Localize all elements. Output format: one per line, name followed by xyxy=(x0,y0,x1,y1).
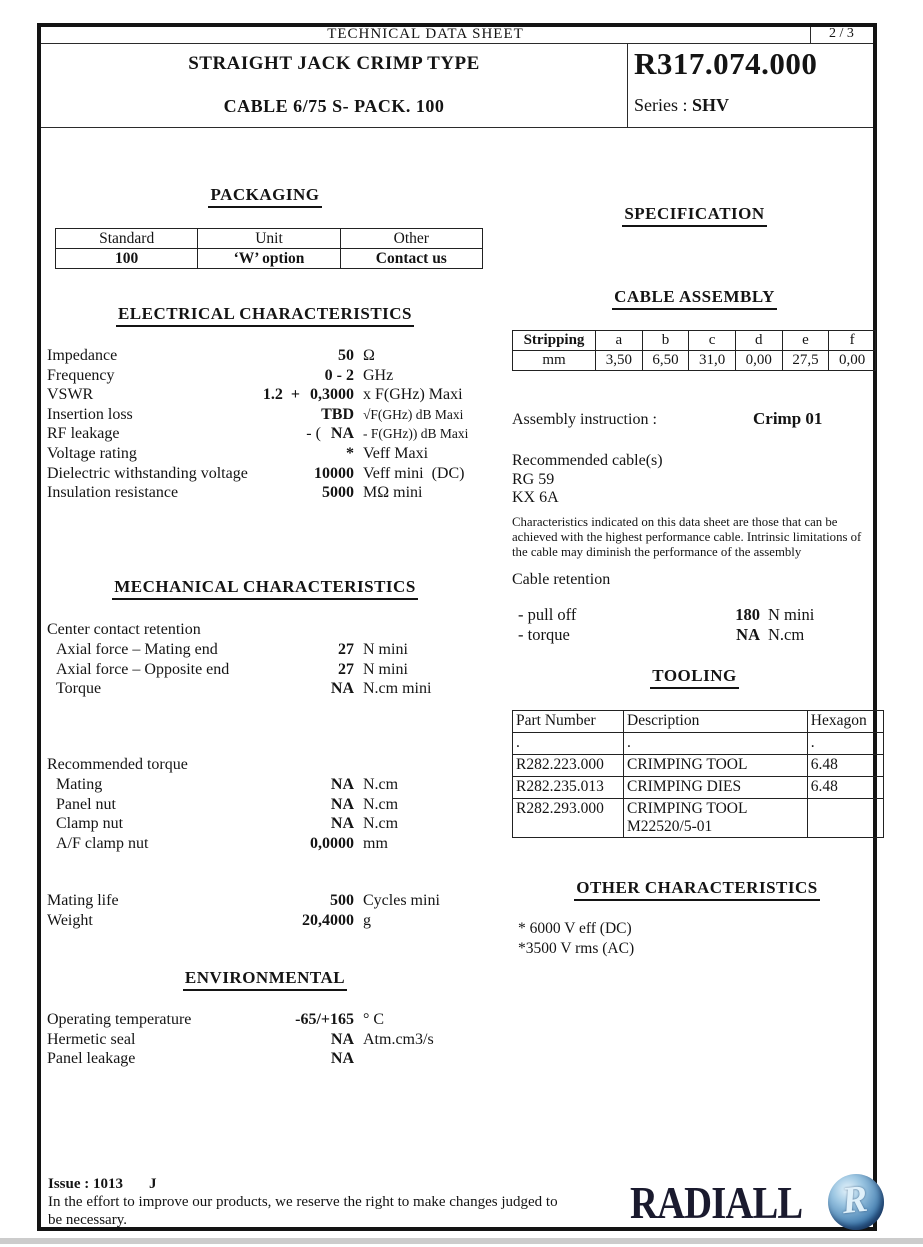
characteristic-row: Axial force – Opposite end 27 N mini xyxy=(56,660,408,678)
table-cell: Description xyxy=(624,711,808,733)
table-cell: f xyxy=(829,331,876,351)
radiall-logo-r: R xyxy=(839,1177,870,1223)
electrical-list xyxy=(47,346,483,503)
table-cell: Other xyxy=(340,229,482,249)
packaging-value-row xyxy=(56,249,483,269)
disclaimer-line1: In the effort to improve our products, we reserve the right to make changes judged to xyxy=(48,1194,558,1210)
characteristic-row: Axial force – Mating end 27 N mini xyxy=(56,641,408,658)
characteristic-row: Frequency 0 - 2 GHz xyxy=(47,366,394,384)
characteristic-row: Mating life 500 Cycles mini xyxy=(47,892,440,909)
table-cell: e xyxy=(782,331,829,351)
header-divider xyxy=(627,43,628,127)
stripping-value-row xyxy=(513,351,876,371)
table-cell: Hexagon xyxy=(807,711,883,733)
characteristic-row: Dielectric withstanding voltage 10000 Veff mini (DC) xyxy=(47,464,465,482)
table-cell: . xyxy=(807,733,883,755)
table-cell: Part Number xyxy=(513,711,624,733)
part-number: R317.074.000 xyxy=(634,46,818,81)
characteristic-row: A/F clamp nut 0,0000 mm xyxy=(56,834,388,852)
table-cell: . xyxy=(513,733,624,755)
characteristic-row: Torque NA N.cm mini xyxy=(56,680,432,698)
tooling-row xyxy=(513,755,884,777)
packaging-header-row xyxy=(56,229,483,249)
tooling-header-row xyxy=(513,711,884,733)
header-rule-bottom xyxy=(41,127,873,128)
table-cell: R282.223.000 xyxy=(513,755,624,777)
characteristic-row: - torque NA N.cm xyxy=(518,625,805,644)
characteristic-row: Voltage rating * Veff Maxi xyxy=(47,444,429,462)
table-cell: ‘W’ option xyxy=(198,249,340,269)
table-cell: 100 xyxy=(56,249,198,269)
characteristic-row: Insulation resistance 5000 MΩ mini xyxy=(47,484,423,502)
packaging-table xyxy=(55,228,483,269)
stripping-header-row xyxy=(513,331,876,351)
table-cell: CRIMPING DIES xyxy=(624,777,808,799)
characteristic-row: Insertion loss TBD √F(GHz) dB Maxi xyxy=(47,405,464,423)
characteristic-row: Operating temperature -65/+165 ° C xyxy=(47,1011,385,1028)
characteristic-row: Panel nut NA N.cm xyxy=(56,795,399,813)
table-cell: b xyxy=(642,331,689,351)
tooling-row xyxy=(513,733,884,755)
electrical-heading: ELECTRICAL CHARACTERISTICS xyxy=(47,304,483,327)
mechanical-group1 xyxy=(47,640,483,699)
table-cell: 0,00 xyxy=(735,351,782,371)
characteristic-row: Impedance 50 Ω xyxy=(47,347,375,364)
scan-edge-band xyxy=(0,1238,923,1244)
table-cell: CRIMPING TOOL M22520/5-01 xyxy=(624,799,808,838)
characteristic-row: - pull off 180 N mini xyxy=(518,605,815,624)
product-title-line1: STRAIGHT JACK CRIMP TYPE xyxy=(188,53,480,74)
table-cell: 6,50 xyxy=(642,351,689,371)
mechanical-group3 xyxy=(47,891,483,930)
table-cell: 6.48 xyxy=(807,777,883,799)
environmental-heading: ENVIRONMENTAL xyxy=(47,968,483,991)
characteristic-row: Mating NA N.cm xyxy=(56,776,399,793)
other-characteristics-lines: * 6000 V eff (DC) *3500 V rms (AC) xyxy=(518,920,635,957)
series-value: SHV xyxy=(692,95,730,115)
cable-note: Characteristics indicated on this data sheet are those that can be achieved with the highest performance cable. Intrinsic limitations of the cable may diminish the performance of the assembly xyxy=(512,515,862,559)
radiall-logo-sphere-icon xyxy=(828,1174,884,1230)
page-number: 2 / 3 xyxy=(829,26,854,41)
characteristic-row: Weight 20,4000 g xyxy=(47,911,371,929)
table-cell: Standard xyxy=(56,229,198,249)
cable-retention-label: Cable retention xyxy=(512,571,611,588)
cable-item: RG 59 xyxy=(512,470,555,488)
characteristic-row: RF leakage - ( NA - F(GHz)) dB Maxi xyxy=(47,425,469,443)
characteristic-row: Clamp nut NA N.cm xyxy=(56,815,399,833)
table-cell: d xyxy=(735,331,782,351)
table-cell: a xyxy=(596,331,643,351)
group-label: Center contact retention xyxy=(47,621,201,638)
table-cell: c xyxy=(689,331,736,351)
group-label: Recommended torque xyxy=(47,756,188,773)
cable-assembly-heading: CABLE ASSEMBLY xyxy=(512,287,877,310)
recommended-cables-label: Recommended cable(s) xyxy=(512,452,663,469)
table-cell: R282.293.000 xyxy=(513,799,624,838)
assembly-instruction-value: Crimp 01 xyxy=(753,409,823,428)
table-cell: 0,00 xyxy=(829,351,876,371)
series-line xyxy=(634,95,729,116)
disclaimer-line2: be necessary. xyxy=(48,1212,127,1228)
radiall-logo xyxy=(630,1174,886,1232)
product-title-line2: CABLE 6/75 S- PACK. 100 xyxy=(223,96,445,116)
series-label: Series : xyxy=(634,95,692,115)
environmental-list xyxy=(47,1010,483,1069)
table-cell: Contact us xyxy=(340,249,482,269)
tooling-heading: TOOLING xyxy=(512,666,877,689)
tooling-table xyxy=(512,710,884,838)
retention-list xyxy=(512,605,877,645)
radiall-logo-text: RADIALL xyxy=(630,1177,803,1228)
other-characteristics-heading: OTHER CHARACTERISTICS xyxy=(512,878,882,901)
tooling-row xyxy=(513,799,884,838)
table-cell: Stripping xyxy=(513,331,596,351)
table-cell: 31,0 xyxy=(689,351,736,371)
header-rule-top xyxy=(41,43,873,44)
sheet-title: TECHNICAL DATA SHEET xyxy=(327,26,524,42)
mechanical-heading: MECHANICAL CHARACTERISTICS xyxy=(47,577,483,600)
table-cell: 6.48 xyxy=(807,755,883,777)
table-cell: CRIMPING TOOL xyxy=(624,755,808,777)
table-cell: Unit xyxy=(198,229,340,249)
stripping-table xyxy=(512,330,876,371)
table-cell xyxy=(807,799,883,838)
recommended-cables xyxy=(512,452,663,508)
cable-item: KX 6A xyxy=(512,489,559,506)
table-cell: mm xyxy=(513,351,596,371)
specification-heading: SPECIFICATION xyxy=(512,204,877,227)
table-cell: . xyxy=(624,733,808,755)
table-cell: 27,5 xyxy=(782,351,829,371)
assembly-instruction-label: Assembly instruction : xyxy=(512,411,657,428)
tooling-row xyxy=(513,777,884,799)
table-cell: 3,50 xyxy=(596,351,643,371)
mechanical-group2 xyxy=(47,775,483,853)
characteristic-row: Hermetic seal NA Atm.cm3/s xyxy=(47,1030,434,1048)
characteristic-row: VSWR 1.2 + 0,3000 x F(GHz) Maxi xyxy=(47,386,463,404)
characteristic-row: Panel leakage NA xyxy=(47,1050,354,1068)
table-cell: R282.235.013 xyxy=(513,777,624,799)
packaging-heading: PACKAGING xyxy=(47,185,483,208)
issue-line: Issue : 1013 J xyxy=(48,1176,157,1192)
